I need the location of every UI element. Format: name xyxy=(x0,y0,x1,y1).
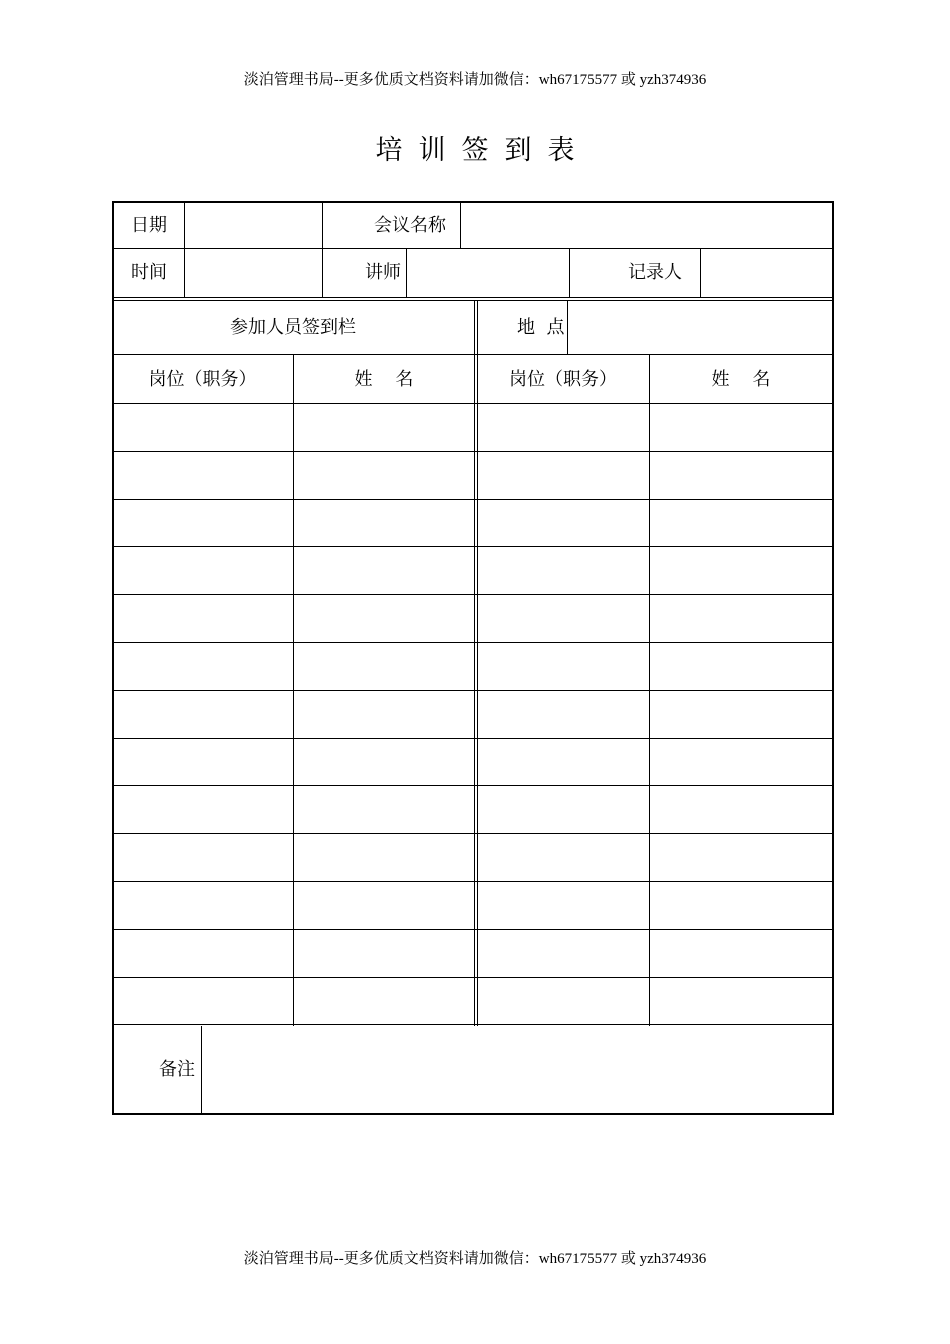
cell-divider xyxy=(567,300,568,354)
table-row xyxy=(112,451,834,452)
cell-divider xyxy=(184,201,185,298)
cell-divider xyxy=(322,201,323,248)
cell-divider xyxy=(406,248,407,298)
table-row xyxy=(112,881,834,882)
table-row xyxy=(112,1024,834,1025)
row-divider xyxy=(112,248,834,249)
col-position-right: 岗位（职务） xyxy=(509,369,617,390)
middle-double-line xyxy=(474,300,475,1026)
col-name-left: 姓 名 xyxy=(354,369,414,390)
meeting-name-label: 会议名称 xyxy=(374,215,446,236)
table-row xyxy=(112,977,834,978)
page-title: 培训签到表 xyxy=(375,135,591,166)
footer-note: 淡泊管理书局--更多优质文档资料请加微信：wh67175577 或 yzh374936 xyxy=(243,1251,707,1267)
sign-in-form xyxy=(112,201,834,1115)
location-label: 地 点 xyxy=(517,317,565,338)
header-note: 淡泊管理书局--更多优质文档资料请加微信：wh67175577 或 yzh374936 xyxy=(243,72,707,88)
row-divider xyxy=(112,403,834,404)
recorder-label: 记录人 xyxy=(628,262,682,283)
row-divider xyxy=(112,354,834,355)
date-label: 日期 xyxy=(131,215,167,236)
middle-double-line xyxy=(477,300,478,1026)
remarks-divider xyxy=(201,1026,202,1113)
table-row xyxy=(112,594,834,595)
table-row xyxy=(112,929,834,930)
table-row xyxy=(112,690,834,691)
double-line xyxy=(112,297,834,298)
attendance-label: 参加人员签到栏 xyxy=(230,317,356,338)
col-position-left: 岗位（职务） xyxy=(148,369,257,390)
cell-divider xyxy=(322,248,323,298)
table-row xyxy=(112,738,834,739)
cell-divider xyxy=(700,248,701,298)
table-row xyxy=(112,499,834,500)
lecturer-label: 讲师 xyxy=(365,262,401,283)
table-row xyxy=(112,785,834,786)
table-row xyxy=(112,546,834,547)
remarks-label: 备注 xyxy=(159,1059,195,1080)
col-name-right: 姓 名 xyxy=(711,369,771,390)
table-row xyxy=(112,833,834,834)
time-label: 时间 xyxy=(131,262,167,283)
cell-divider xyxy=(460,201,461,248)
cell-divider xyxy=(569,248,570,298)
table-row xyxy=(112,642,834,643)
double-line xyxy=(112,300,834,301)
